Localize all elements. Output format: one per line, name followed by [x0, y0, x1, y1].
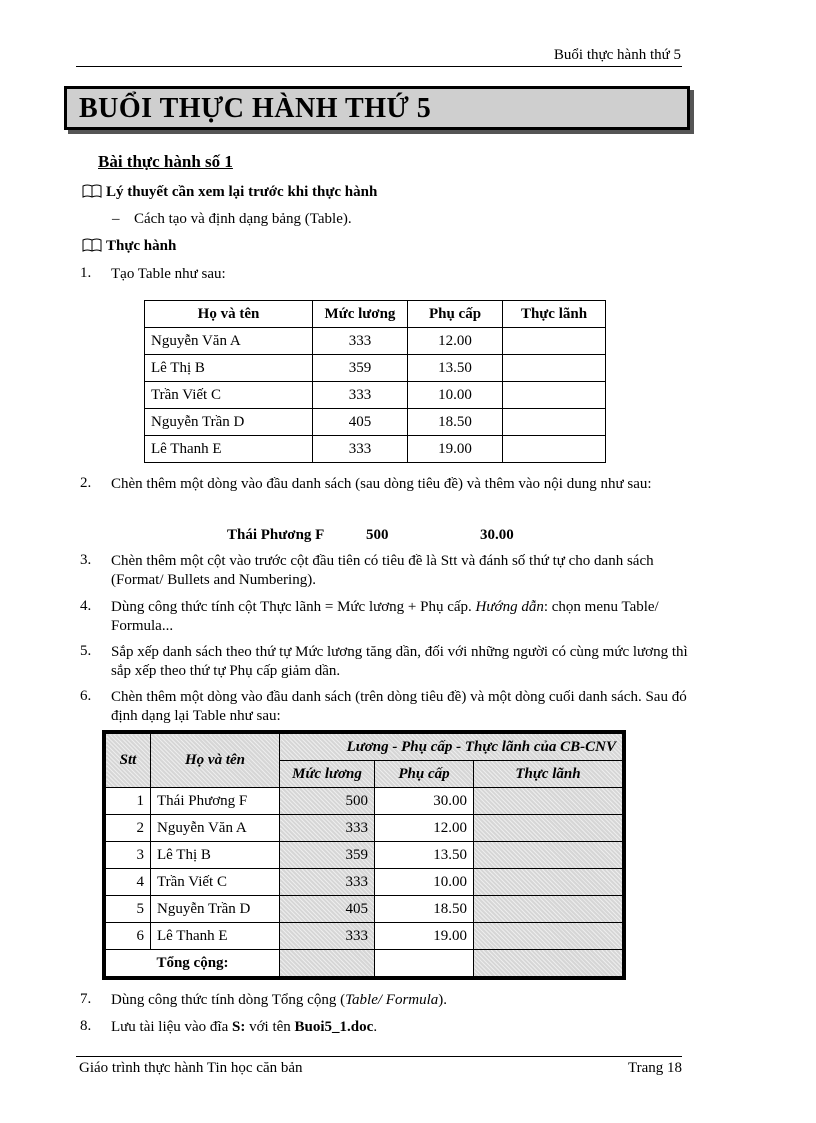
- col-header-name: Họ và tên: [145, 301, 313, 328]
- footer-book-title: Giáo trình thực hành Tin học căn bản: [79, 1060, 303, 1076]
- table-row: [106, 869, 623, 896]
- total-salary: [280, 950, 375, 977]
- col-header-stt: Stt: [106, 734, 151, 788]
- step-text: [111, 991, 691, 1010]
- table-header-row: [145, 301, 606, 328]
- step-text-part: ).: [438, 992, 448, 1008]
- cell-net: [474, 896, 623, 923]
- cell-net: [474, 923, 623, 950]
- cell-salary: 333: [313, 328, 408, 355]
- formatted-table-frame: [102, 730, 626, 980]
- cell-net: [503, 382, 606, 409]
- table-row: [106, 815, 623, 842]
- table-row: [106, 788, 623, 815]
- footer-rule: [76, 1056, 682, 1057]
- step-text: Chèn thêm một dòng vào đầu danh sách (sau dòng tiêu đề) và thêm vào nội dung như sau:: [111, 476, 652, 492]
- cell-allowance: 18.50: [408, 409, 503, 436]
- section-title: Bài thực hành số 1: [98, 152, 233, 171]
- page-number: Trang 18: [627, 1060, 682, 1076]
- cell-net: [474, 869, 623, 896]
- step-number: 8.: [80, 1018, 92, 1034]
- drive-name: S:: [232, 1019, 246, 1035]
- cell-name: Trần Viết C: [145, 382, 313, 409]
- step-number: 1.: [80, 265, 92, 281]
- step-text-part: : chọn menu Table/ Formula...: [111, 599, 659, 634]
- cell-allowance: 10.00: [375, 869, 474, 896]
- cell-name: Nguyễn Văn A: [151, 815, 280, 842]
- cell-net: [474, 842, 623, 869]
- cell-allowance: 13.50: [408, 355, 503, 382]
- total-net: [474, 950, 623, 977]
- col-header-net: Thực lãnh: [474, 761, 623, 788]
- cell-name: Lê Thanh E: [151, 923, 280, 950]
- step-number: 4.: [80, 598, 92, 614]
- table-total-row: [106, 950, 623, 977]
- cell-net: [474, 788, 623, 815]
- step-text-italic: Table/ Formula: [345, 992, 439, 1008]
- file-name: Buoi5_1.doc: [294, 1019, 374, 1035]
- step-text-italic: Hướng dẫn: [475, 599, 544, 615]
- cell-salary: 333: [313, 436, 408, 463]
- col-header-group: Lương - Phụ cấp - Thực lãnh của CB-CNV: [280, 734, 623, 761]
- total-label: Tổng cộng:: [106, 950, 280, 977]
- step-text-part: với tên: [245, 1019, 295, 1035]
- table-row: [145, 328, 606, 355]
- theory-bullet: –: [112, 211, 120, 227]
- chapter-title: BUỔI THỰC HÀNH THỨ 5: [79, 93, 432, 124]
- chapter-banner: [64, 86, 690, 130]
- table-row: [106, 842, 623, 869]
- salary-table: [144, 300, 606, 463]
- step-number: 2.: [80, 475, 92, 491]
- step-number: 3.: [80, 552, 92, 568]
- cell-allowance: 18.50: [375, 896, 474, 923]
- cell-salary: 333: [313, 382, 408, 409]
- cell-salary: 405: [280, 896, 375, 923]
- table-row: [145, 355, 606, 382]
- theory-item: Cách tạo và định dạng bảng (Table).: [134, 211, 352, 227]
- cell-stt: 4: [106, 869, 151, 896]
- theory-heading: [82, 184, 377, 201]
- total-allowance: [375, 950, 474, 977]
- cell-stt: 5: [106, 896, 151, 923]
- step-text: [111, 1018, 691, 1037]
- table-row: [145, 382, 606, 409]
- cell-stt: 3: [106, 842, 151, 869]
- extra-row-allowance: 30.00: [480, 527, 514, 543]
- table-row: [145, 436, 606, 463]
- cell-salary: 359: [280, 842, 375, 869]
- cell-allowance: 30.00: [375, 788, 474, 815]
- cell-name: Thái Phương F: [151, 788, 280, 815]
- step-text: Tạo Table như sau:: [111, 266, 226, 282]
- cell-stt: 6: [106, 923, 151, 950]
- formatted-salary-table: [105, 733, 623, 977]
- step-text-part: Dùng công thức tính dòng Tổng cộng (: [111, 992, 346, 1008]
- cell-name: Lê Thị B: [151, 842, 280, 869]
- cell-net: [503, 355, 606, 382]
- table-row: [106, 896, 623, 923]
- cell-name: Trần Viết C: [151, 869, 280, 896]
- cell-allowance: 12.00: [408, 328, 503, 355]
- cell-name: Nguyễn Trần D: [145, 409, 313, 436]
- practice-heading-text: Thực hành: [106, 238, 177, 254]
- cell-salary: 333: [280, 923, 375, 950]
- cell-salary: 333: [280, 869, 375, 896]
- step-number: 7.: [80, 991, 92, 1007]
- col-header-salary: Mức lương: [280, 761, 375, 788]
- step-number: 5.: [80, 643, 92, 659]
- cell-salary: 359: [313, 355, 408, 382]
- header-rule: [76, 66, 682, 67]
- cell-name: Lê Thanh E: [145, 436, 313, 463]
- cell-net: [474, 815, 623, 842]
- step-text-part: Dùng công thức tính cột Thực lãnh = Mức lương + Phụ cấp.: [111, 599, 476, 615]
- step-text: Sắp xếp danh sách theo thứ tự Mức lương tăng dần, đối với những người có cùng mức lương thì sắp xếp theo thứ tự Phụ cấp giảm dần.: [111, 644, 688, 679]
- theory-heading-text: Lý thuyết cần xem lại trước khi thực hành: [106, 184, 378, 200]
- cell-name: Nguyễn Trần D: [151, 896, 280, 923]
- extra-row-salary: 500: [366, 527, 389, 543]
- step-number: 6.: [80, 688, 92, 704]
- cell-salary: 333: [280, 815, 375, 842]
- table-row: [145, 409, 606, 436]
- step-text-part: .: [373, 1019, 378, 1035]
- cell-salary: 405: [313, 409, 408, 436]
- cell-allowance: 10.00: [408, 382, 503, 409]
- cell-name: Nguyễn Văn A: [145, 328, 313, 355]
- cell-stt: 1: [106, 788, 151, 815]
- step-text: Chèn thêm một dòng vào đầu danh sách (trên dòng tiêu đề) và một dòng cuối danh sách. Sau đó định dạng lại Table như sau:: [111, 689, 687, 724]
- col-header-net: Thực lãnh: [503, 301, 606, 328]
- cell-salary: 500: [280, 788, 375, 815]
- cell-name: Lê Thị B: [145, 355, 313, 382]
- step-text: Chèn thêm một cột vào trước cột đầu tiên có tiêu đề là Stt và đánh số thứ tự cho danh sách (Format/ Bullets and Numbering).: [111, 553, 654, 588]
- cell-allowance: 13.50: [375, 842, 474, 869]
- col-header-allowance: Phụ cấp: [375, 761, 474, 788]
- cell-allowance: 12.00: [375, 815, 474, 842]
- cell-net: [503, 328, 606, 355]
- step-text: [111, 598, 691, 636]
- extra-row-name: Thái Phương F: [227, 527, 325, 543]
- table-header-row: [106, 734, 623, 761]
- cell-net: [503, 436, 606, 463]
- cell-allowance: 19.00: [375, 923, 474, 950]
- col-header-allowance: Phụ cấp: [408, 301, 503, 328]
- table-row: [106, 923, 623, 950]
- cell-net: [503, 409, 606, 436]
- book-icon: [82, 184, 102, 198]
- cell-allowance: 19.00: [408, 436, 503, 463]
- practice-heading: [82, 238, 176, 255]
- col-header-salary: Mức lương: [313, 301, 408, 328]
- running-header: Buổi thực hành thứ 5: [553, 47, 681, 63]
- cell-stt: 2: [106, 815, 151, 842]
- step-text-part: Lưu tài liệu vào đĩa: [111, 1019, 233, 1035]
- col-header-name: Họ và tên: [151, 734, 280, 788]
- book-icon: [82, 238, 102, 252]
